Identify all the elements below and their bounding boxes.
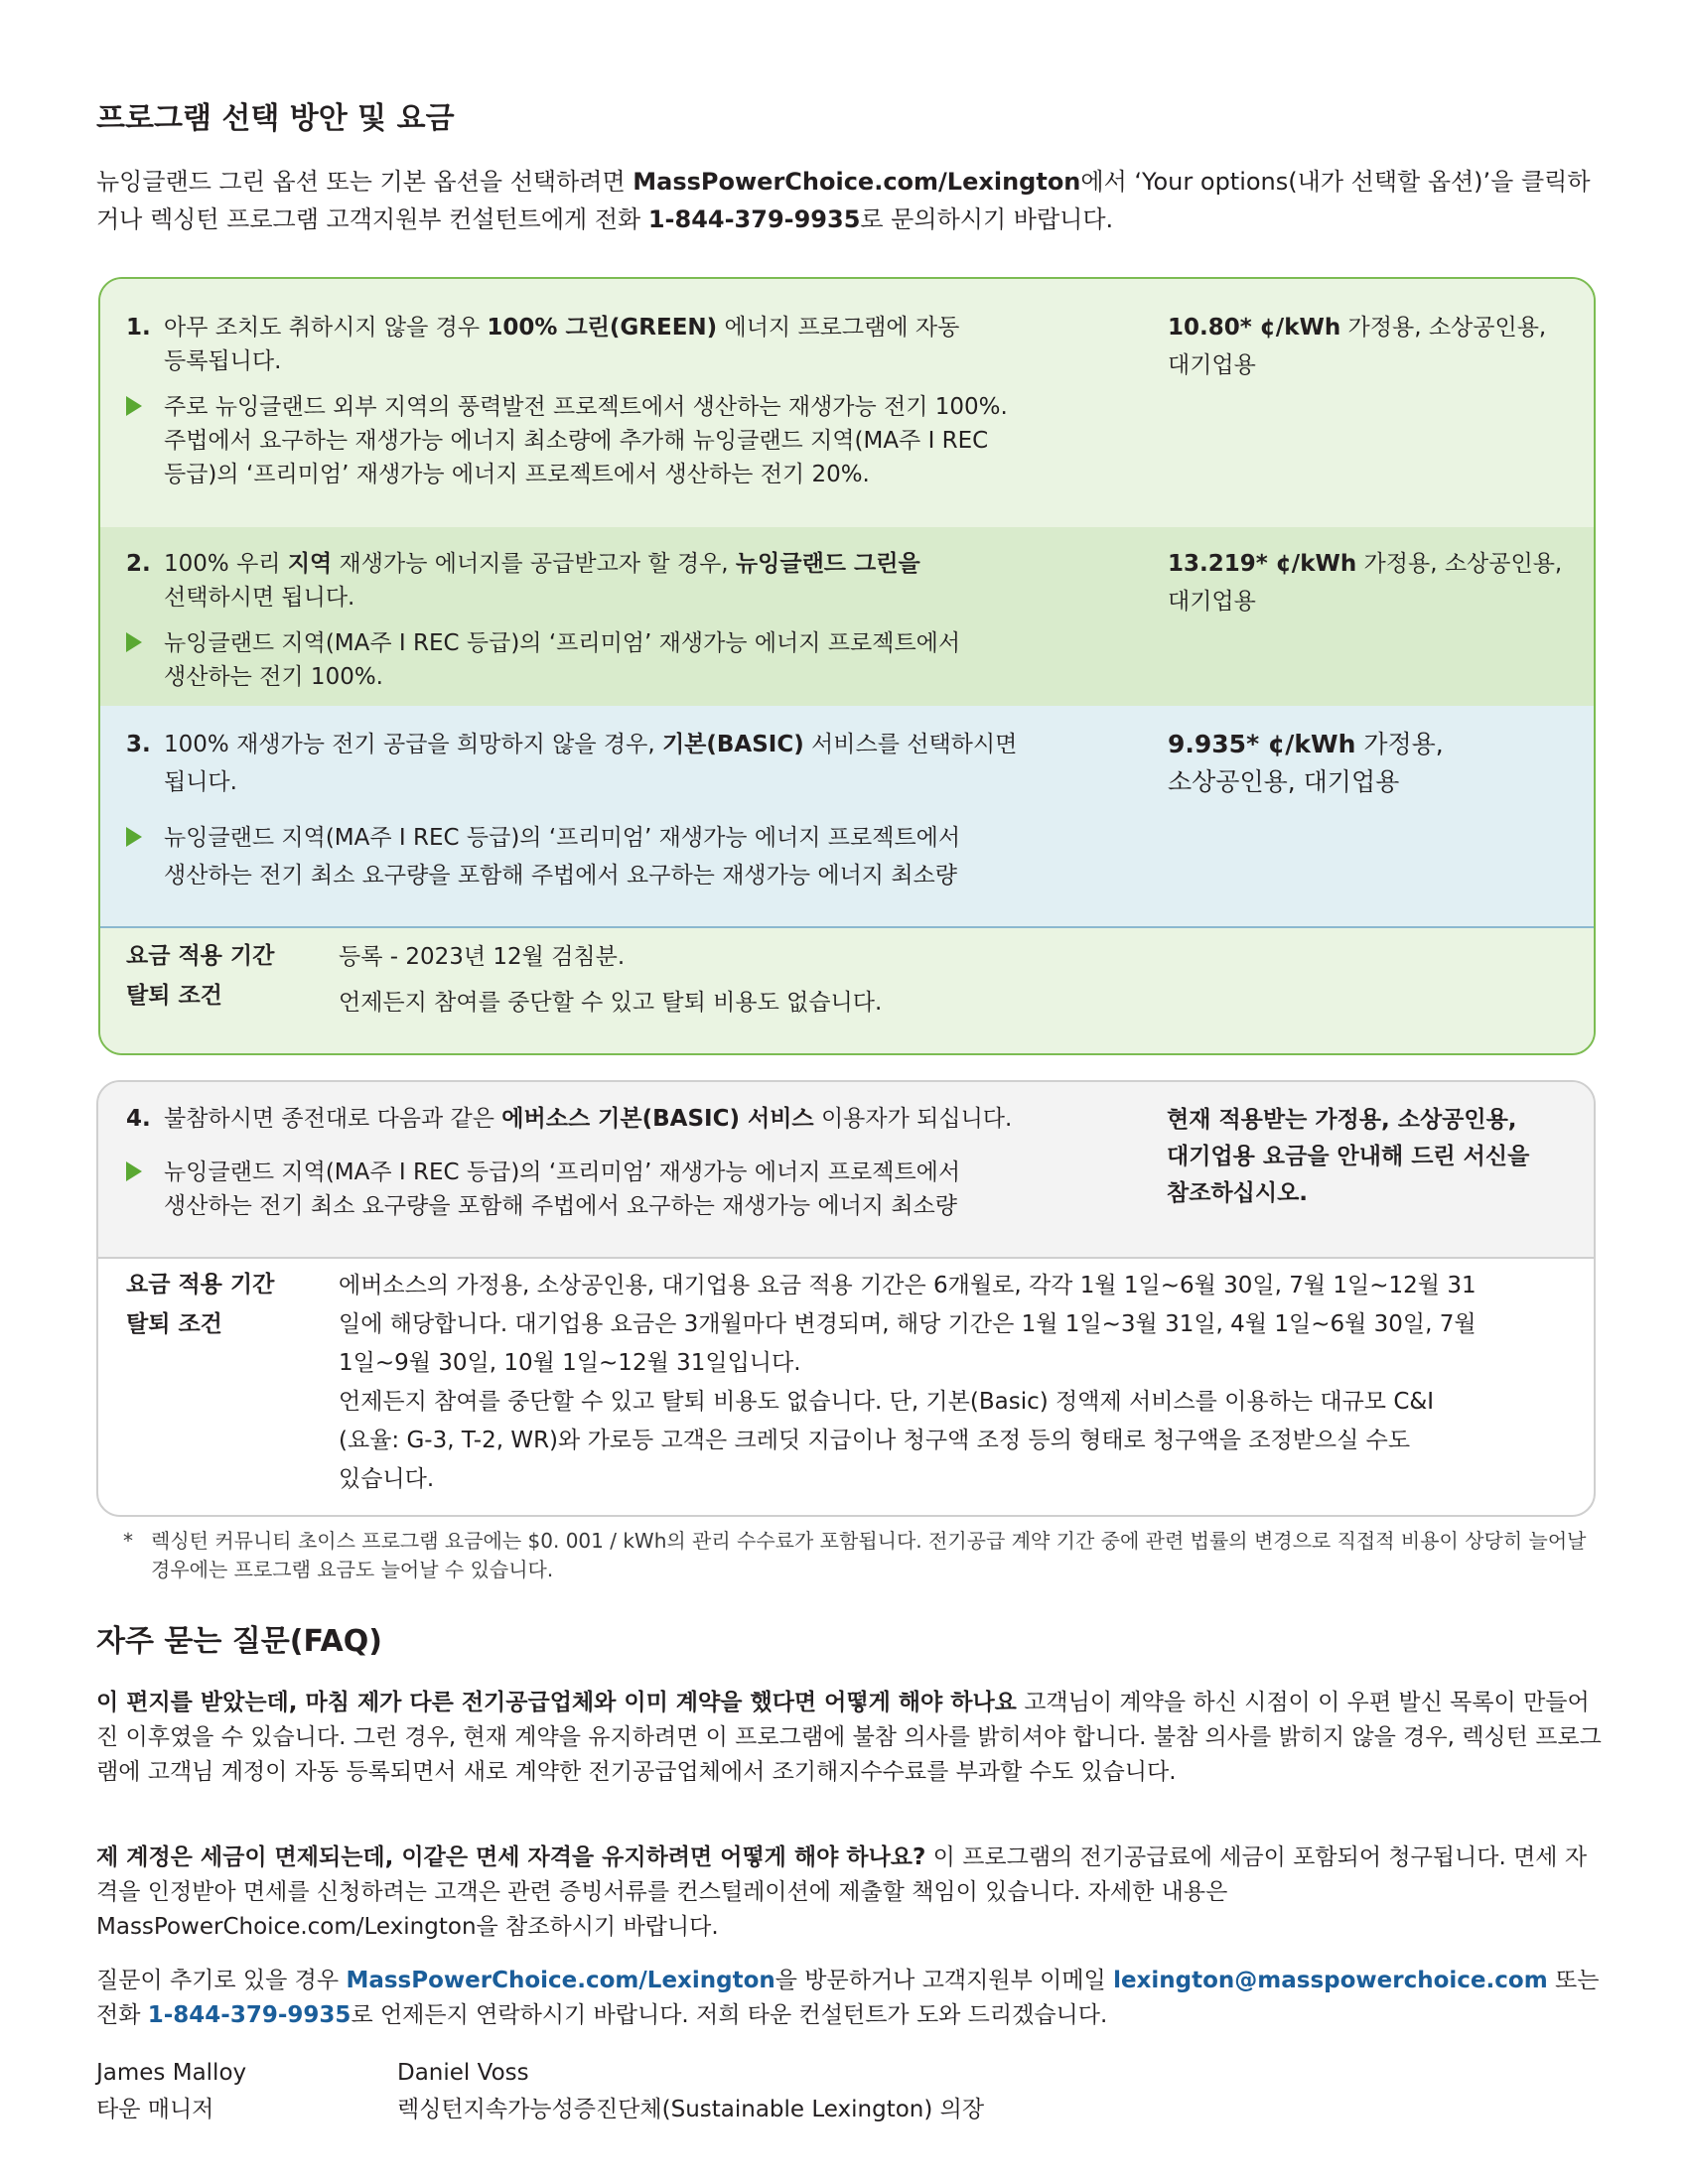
page-title: 프로그램 선택 방안 및 요금 (96, 101, 455, 136)
option-1-title (126, 311, 1119, 378)
triangle-bullet-icon (126, 827, 142, 847)
faq-answer-2: 이 프로그램의 전기공급료에 세금이 포함되어 청구됩니다. 면세 자격을 인정받아 면세를 신청하려는 고객은 관련 증빙서류를 컨스털레이션에 제출할 책임이 있습니다. 자세한 내용은 MassPowerChoice.com/Lexington을 참조하시기 바랍니다. (96, 1844, 1588, 1940)
option-4-text-c: 이용자가 되십니다. (813, 1106, 1013, 1132)
option-4-text-b: 에버소스 기본(BASIC) 서비스 (501, 1106, 814, 1132)
option-4-note (1167, 1102, 1584, 1212)
option-4-terms-line: 언제든지 참여를 중단할 수 있고 탈퇴 비용도 없습니다. 단, 기본(Basic) 정액제 서비스를 이용하는 대규모 C&I (339, 1389, 1435, 1415)
signature-1 (96, 2055, 246, 2128)
signer-2-name: Daniel Voss (397, 2060, 529, 2086)
intro-site-link[interactable]: MassPowerChoice.com/Lexington (633, 168, 1081, 196)
option-4-note-line: 참조하십시오. (1167, 1180, 1309, 1206)
option-2 (100, 527, 1594, 706)
options-terms (100, 928, 1594, 1053)
option-2-bullet (126, 626, 1179, 694)
option-2-bullet-line: 뉴잉글랜드 지역(MA주 I REC 등급)의 ‘프리미엄’ 재생가능 에너지 프로젝트에서 (164, 630, 961, 656)
intro-phone[interactable]: 1-844-379-9935 (647, 205, 861, 233)
option-4-bullet-line: 생산하는 전기 최소 요구량을 포함해 주법에서 요구하는 재생가능 에너지 최소량 (164, 1193, 957, 1219)
option-1-bullet-line: 등급)의 ‘프리미엄’ 재생가능 에너지 프로젝트에서 생산하는 전기 20%. (164, 462, 870, 487)
option-1-bullet-line: 주법에서 요구하는 재생가능 에너지 최소량에 추가해 뉴잉글랜드 지역(MA주 I REC (164, 428, 989, 454)
faq-heading: 자주 묻는 질문(FAQ) (96, 1624, 382, 1659)
option-1-price-value: 10.80* ¢/kWh (1168, 315, 1341, 341)
option-2-price-desc2: 대기업용 (1168, 589, 1256, 614)
triangle-bullet-icon (126, 632, 142, 652)
option-3-text-c: 서비스를 선택하시면 (803, 732, 1018, 757)
intro-text-2: 에서 ‘Your options(내가 선택할 옵션)’을 클릭하거나 렉싱턴 프로그램 고객지원부 컨설턴트에게 전화 (96, 168, 1591, 233)
option-2-text-b: 지역 (287, 551, 333, 577)
option-1-number: 1. (126, 315, 151, 341)
signer-2-title: 렉싱턴지속가능성증진단체(Sustainable Lexington) 의장 (397, 2097, 985, 2122)
option-1 (100, 279, 1594, 527)
rate-period-value: 등록 - 2023년 12월 검침분. (339, 944, 626, 970)
exit-terms-label: 탈퇴 조건 (126, 983, 222, 1009)
option-2-number: 2. (126, 551, 151, 577)
faq-answer-1: 고객님이 계약을 하신 시점이 이 우편 발신 목록이 만들어진 이후였을 수 있습니다. 그런 경우, 현재 계약을 유지하려면 이 프로그램에 불참 의사를 밝히셔야 합니다. 불참 의사를 밝히지 않을 경우, 렉싱턴 프로그램에 고객님 계정이 자동 등록되면서 새로 계약한 전기공급업체에서 조기해지수수료를 부과할 수도 있습니다. (96, 1690, 1602, 1785)
contact-text-d: 로 언제든지 연락하시기 바랍니다. 저희 타운 컨설턴트가 도와 드리겠습니다. (351, 2002, 1108, 2028)
option-4-bullet-line: 뉴잉글랜드 지역(MA주 I REC 등급)의 ‘프리미엄’ 재생가능 에너지 프로젝트에서 (164, 1160, 961, 1185)
signature-2 (397, 2055, 984, 2128)
option-2-price-desc: 가정용, 소상공인용, (1356, 551, 1563, 577)
option-4-terms-line: 에버소스의 가정용, 소상공인용, 대기업용 요금 적용 기간은 6개월로, 각각 1월 1일~6월 30일, 7월 1일~12월 31 (339, 1273, 1477, 1298)
contact-site-link[interactable]: MassPowerChoice.com/Lexington (346, 1968, 775, 1993)
option-3-title (126, 726, 1119, 801)
option-4-terms-values (339, 1267, 1570, 1499)
option-3-text-b: 기본(BASIC) (661, 732, 804, 757)
option-4-note-line: 대기업용 요금을 안내해 드린 서신을 (1167, 1144, 1530, 1169)
intro-paragraph (96, 163, 1606, 238)
faq-item-1 (96, 1686, 1606, 1790)
triangle-bullet-icon (126, 396, 142, 416)
triangle-bullet-icon (126, 1161, 142, 1181)
footnote-marker: * (123, 1529, 133, 1553)
option-3-bullet (126, 819, 1179, 894)
option-1-text-c: 에너지 프로그램에 자동 (717, 315, 960, 341)
option-2-text-a: 100% 우리 (164, 551, 288, 577)
contact-text-a: 질문이 추기로 있을 경우 (96, 1968, 347, 1993)
option-1-price-desc2: 대기업용 (1168, 352, 1256, 378)
option-4-terms-line: 1일~9월 30일, 10월 1일~12월 31일입니다. (339, 1350, 801, 1376)
option-4-terms-labels (126, 1265, 274, 1344)
options-terms-labels (126, 936, 274, 1016)
option-2-title (126, 547, 1119, 614)
intro-text-3: 로 문의하시기 바랍니다. (860, 205, 1114, 233)
option-1-bullet-line: 주로 뉴잉글랜드 외부 지역의 풍력발전 프로젝트에서 생산하는 재생가능 전기 100%. (164, 394, 1008, 420)
option-3-price (1168, 726, 1585, 801)
option-4-bullet (126, 1156, 1179, 1223)
footnote-text: 렉싱턴 커뮤니티 초이스 프로그램 요금에는 $0. 001 / kWh의 관리 수수료가 포함됩니다. 전기공급 계약 기간 중에 관련 법률의 변경으로 직접적 비용이 상당히 늘어날 경우에는 프로그램 요금도 늘어날 수 있습니다. (151, 1529, 1587, 1581)
signer-1-title: 타운 매니저 (96, 2097, 214, 2122)
option-3-number: 3. (126, 732, 151, 757)
contact-text-b: 을 방문하거나 고객지원부 이메일 (774, 1968, 1114, 1993)
option-3-bullet-line: 뉴잉글랜드 지역(MA주 I REC 등급)의 ‘프리미엄’ 재생가능 에너지 프로젝트에서 (164, 825, 961, 851)
footnote (123, 1527, 1593, 1584)
options-box (98, 277, 1596, 1055)
option-4 (98, 1082, 1594, 1259)
option-3-price-desc2: 소상공인용, 대기업용 (1168, 767, 1400, 796)
option-4-note-line: 현재 적용받는 가정용, 소상공인용, (1167, 1107, 1517, 1133)
option-1-text-a: 아무 조치도 취하시지 않을 경우 (164, 315, 488, 341)
option-2-price (1168, 545, 1585, 620)
option-3-price-value: 9.935* ¢/kWh (1168, 730, 1356, 758)
faq-question-2: 제 계정은 세금이 면제되는데, 이같은 면세 자격을 유지하려면 어떻게 해야 하나요? (96, 1844, 926, 1870)
option-3-bullet-line: 생산하는 전기 최소 요구량을 포함해 주법에서 요구하는 재생가능 에너지 최소량 (164, 863, 957, 888)
option-3 (100, 706, 1594, 928)
exit-terms-label: 탈퇴 조건 (126, 1311, 222, 1337)
contact-paragraph (96, 1964, 1606, 2033)
option-2-bullet-line: 생산하는 전기 100%. (164, 664, 383, 690)
option-4-text-a: 불참하시면 종전대로 다음과 같은 (164, 1106, 502, 1132)
option-1-text-b: 100% 그린(GREEN) (487, 315, 718, 341)
option-2-text-c: 재생가능 에너지를 공급받고자 할 경우, (332, 551, 736, 577)
option-2-text-line2: 선택하시면 됩니다. (164, 585, 355, 611)
option-2-price-value: 13.219* ¢/kWh (1168, 551, 1357, 577)
option-3-price-desc: 가정용, (1355, 730, 1444, 758)
contact-phone-link[interactable]: 1-844-379-9935 (147, 2002, 352, 2028)
option-4-terms-line: 일에 해당합니다. 대기업용 요금은 3개월마다 변경되며, 해당 기간은 1월 1일~3월 31일, 4월 1일~6월 30일, 7월 (339, 1311, 1477, 1337)
option-4-number: 4. (126, 1106, 151, 1132)
option-1-price-desc: 가정용, 소상공인용, (1340, 315, 1547, 341)
faq-question-1: 이 편지를 받았는데, 마침 제가 다른 전기공급업체와 이미 계약을 했다면 어떻게 해야 하나요 (96, 1690, 1017, 1715)
exit-terms-value: 언제든지 참여를 중단할 수 있고 탈퇴 비용도 없습니다. (339, 990, 883, 1016)
option-4-terms-line: 있습니다. (339, 1466, 435, 1492)
option-4-box (96, 1080, 1596, 1517)
rate-period-label: 요금 적용 기간 (126, 1272, 275, 1297)
rate-period-label: 요금 적용 기간 (126, 943, 275, 969)
contact-email-link[interactable]: lexington@masspowerchoice.com (1113, 1968, 1548, 1993)
option-3-text-a: 100% 재생가능 전기 공급을 희망하지 않을 경우, (164, 732, 662, 757)
option-2-text-d: 뉴잉글랜드 그린을 (735, 551, 920, 577)
options-terms-values (339, 934, 882, 1025)
faq-item-2 (96, 1841, 1606, 1945)
signer-1-name: James Malloy (96, 2060, 247, 2086)
option-1-price (1168, 309, 1585, 384)
option-4-terms-line: (요율: G-3, T-2, WR)와 가로등 고객은 크레딧 지급이나 청구액 조정 등의 형태로 청구액을 조정받으실 수도 (339, 1428, 1411, 1453)
option-3-text-line2: 됩니다. (164, 769, 237, 795)
option-1-text-line2: 등록됩니다. (164, 348, 282, 374)
intro-text-1: 뉴잉글랜드 그린 옵션 또는 기본 옵션을 선택하려면 (96, 168, 633, 196)
option-4-title (126, 1102, 1119, 1136)
contact-text-c: 또는 전화 (96, 1968, 1600, 2028)
option-1-bullet (126, 390, 1179, 491)
